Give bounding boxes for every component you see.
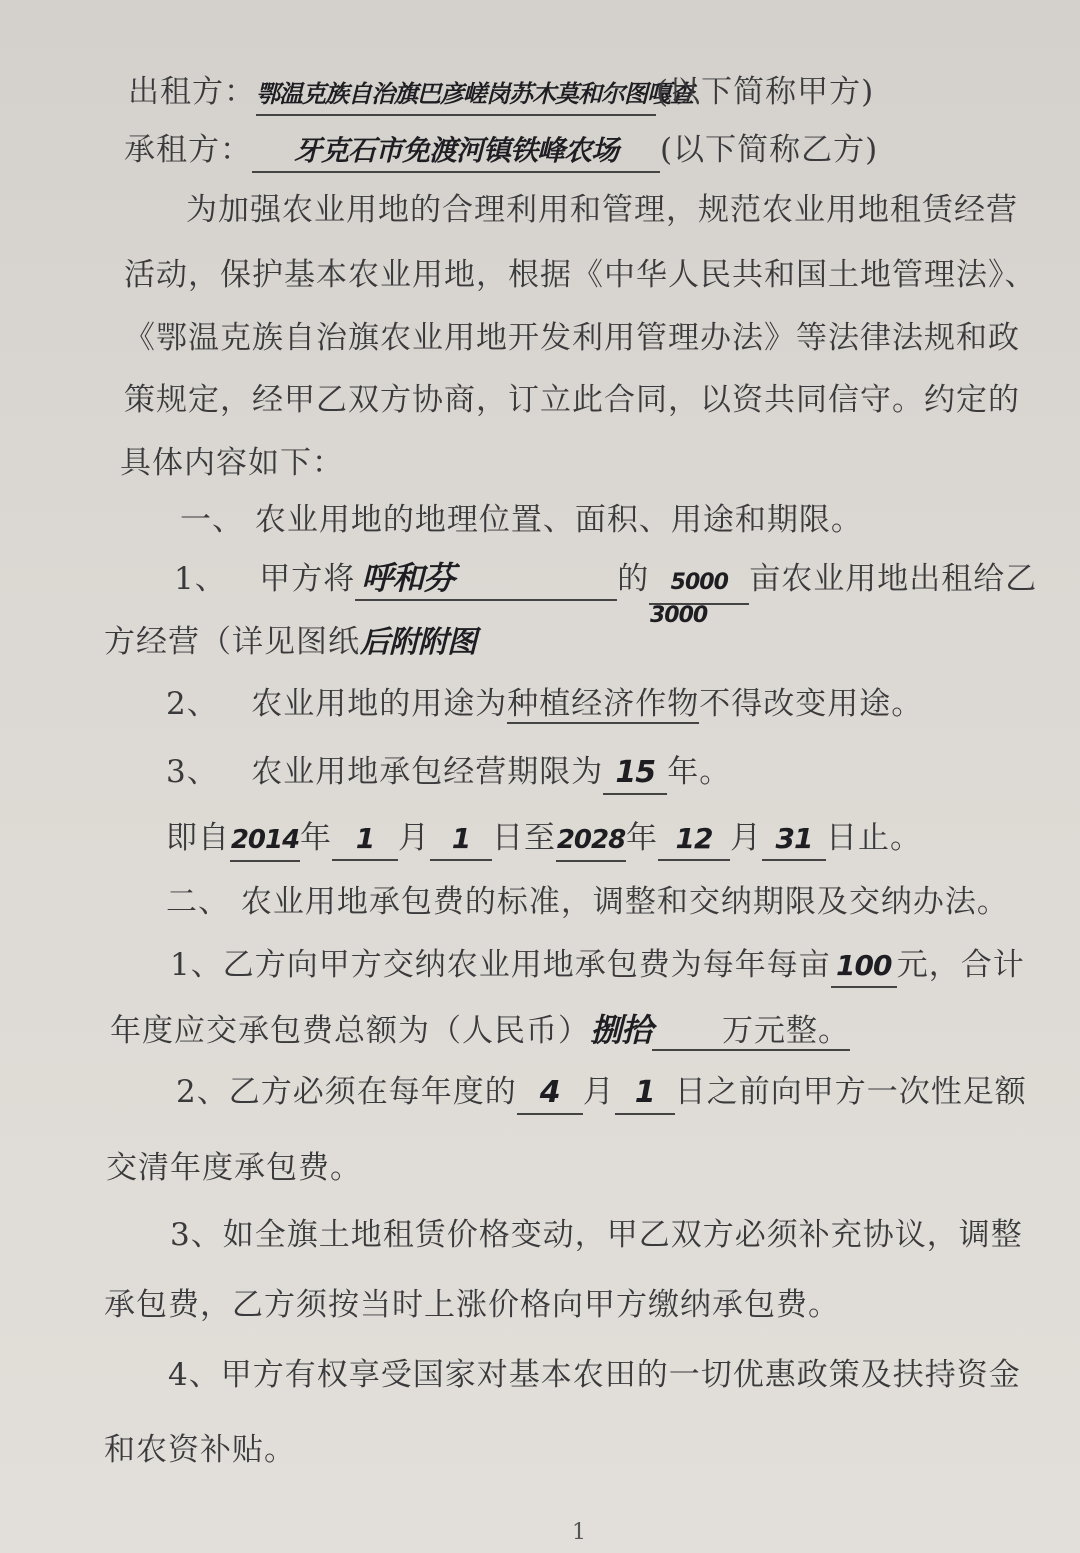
section2-item2-line2: 交清年度承包费。 [106,1150,362,1186]
pay-month-unit: 月 [582,1074,615,1110]
end-month-unit: 月 [730,820,762,856]
preamble-line-2: 活动，保护基本农业用地，根据《中华人民共和国土地管理法》、 [124,257,1037,293]
pay-month-blank [517,1072,583,1115]
preamble-line-5: 具体内容如下： [120,445,344,481]
area-correction: 3000 [650,603,708,628]
page-number: 1 [572,1520,586,1545]
end-year-value: 2028 [556,825,626,855]
total-amount-value: 捌拾 [590,1011,653,1049]
start-year-blank [230,818,300,862]
fee-per-mu-value: 100 [836,949,892,982]
lessee-label: 承租方： [124,132,252,168]
item2-suffix: 不得改变用途。 [699,686,924,722]
item3-num: 3、 [166,754,219,790]
item1-suffix: 亩农业用地出租给乙 [749,561,1038,597]
fee-prefix: 1、乙方向甲方交纳农业用地承包费为每年每亩 [170,947,831,983]
pay-suffix: 日之前向甲方一次性足额 [674,1074,1027,1110]
section1-item2 [166,684,923,724]
map-note-handwritten: 后附附图 [360,625,476,660]
total-prefix: 年度应交承包费总额为（人民币） [110,1013,590,1049]
item2-prefix: 农业用地的用途为 [251,686,508,722]
item2-num: 2、 [166,686,219,722]
item1-mid: 的 [617,561,650,597]
pay-prefix: 2、乙方必须在每年度的 [176,1074,517,1110]
item1-num: 1、 [174,561,227,597]
section2-item1-line2 [110,1010,850,1051]
preamble-line-3: 《鄂温克族自治旗农业用地开发利用管理办法》等法律法规和政 [124,320,1020,356]
end-year-blank [556,818,626,862]
section2-item4-line2: 和农资补贴。 [104,1432,296,1468]
end-day-blank [762,818,826,861]
area-value: 5000 [670,570,728,595]
term-years-value: 15 [615,755,656,790]
start-year-value: 2014 [230,825,300,855]
end-day-unit: 日止。 [826,820,922,856]
item1-prefix: 甲方将 [259,561,356,597]
preamble-line-1: 为加强农业用地的合理利用和管理，规范农业用地租赁经营 [186,192,1018,228]
item3-prefix: 农业用地承包经营期限为 [251,754,604,790]
preamble-line-4: 策规定，经甲乙双方协商，订立此合同，以资共同信守。约定的 [124,382,1020,418]
land-use-value: 种植经济作物 [507,686,700,722]
lessee-name: 牙克石市免渡河镇铁峰农场 [293,134,618,167]
section2-item3-line2: 承包费，乙方须按当时上涨价格向甲方缴纳承包费。 [104,1287,840,1323]
end-day-value: 31 [775,822,813,855]
lessor-label: 出租方： [128,74,256,110]
item3-suffix: 年。 [667,754,732,790]
start-year-unit: 年 [300,820,332,856]
section1-item3 [166,752,731,795]
period-from-prefix: 即自 [166,820,230,856]
end-year-unit: 年 [626,820,658,856]
pay-day-value: 1 [634,1075,655,1110]
pay-day-blank [615,1072,675,1115]
start-month-blank [332,818,398,861]
location-value: 呼和芬 [361,559,455,597]
lessor-name: 鄂温克族自治旗巴彦嵯岗苏木莫和尔图嘎查 [256,80,693,108]
lessee-name-blank [252,130,660,173]
fee-suffix: 元，合计 [896,947,1025,983]
section1-item1-line1 [174,558,1037,605]
start-day-blank [430,818,492,861]
lessor-name-blank [256,72,693,116]
section1-item1-line2 [104,622,476,663]
start-day-value: 1 [451,822,471,855]
start-month-value: 1 [355,822,375,855]
section2-item3-line1: 3、如全旗土地租赁价格变动，甲乙双方必须补充协议，调整 [170,1217,1023,1253]
end-month-blank [658,818,730,861]
section2-item2-line1 [176,1072,1027,1115]
item1-line2-prefix: 方经营（详见图纸 [104,624,360,660]
lessor-line [128,72,874,116]
section2-item4-line1: 4、甲方有权享受国家对基本农田的一切优惠政策及扶持资金 [168,1357,1021,1393]
total-suffix: 万元整。 [652,1013,850,1051]
pay-month-value: 4 [539,1075,560,1110]
fee-per-mu-blank [831,945,897,988]
lessor-suffix: (以下简称甲方) [656,74,875,110]
term-years-blank [603,752,667,795]
term-period-line [166,818,922,862]
start-month-unit: 月 [398,820,430,856]
lessee-suffix: (以下简称乙方) [660,132,879,168]
start-day-unit: 日至 [492,820,556,856]
section1-title: 一、 农业用地的地理位置、面积、用途和期限。 [180,502,863,538]
section2-title: 二、 农业用地承包费的标准，调整和交纳期限及交纳办法。 [166,884,1009,920]
end-month-value: 12 [675,822,713,855]
location-blank [355,558,617,601]
lessee-line [124,130,878,173]
section2-item1-line1 [170,945,1025,988]
